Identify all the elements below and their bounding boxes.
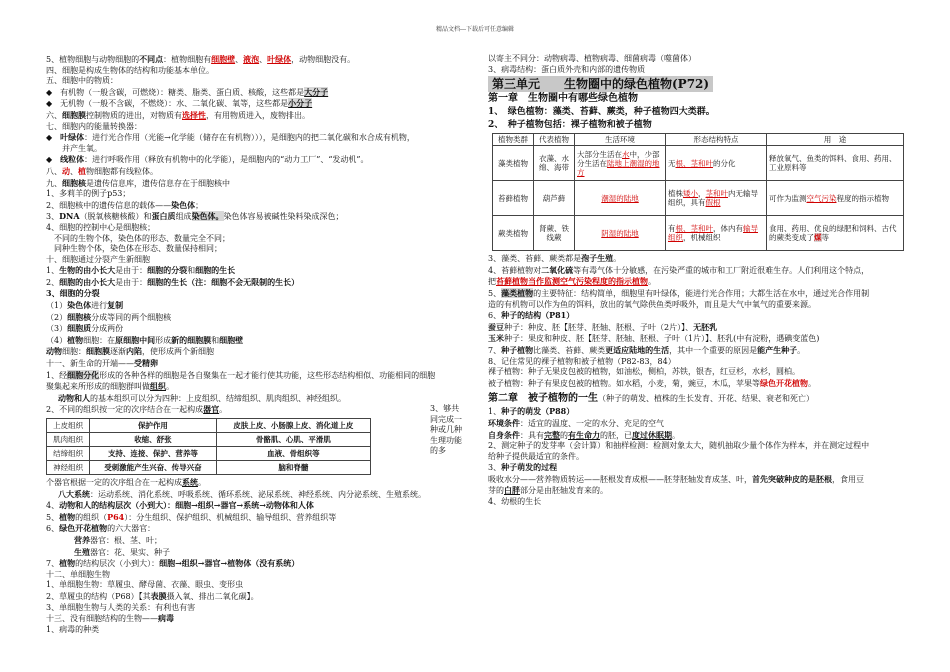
table-cell: 食用、药用、优良的绿肥和饲料、古代的蕨类变成了煤等 bbox=[767, 216, 904, 251]
text-line: 1、多莉羊的例子p53； bbox=[46, 189, 131, 199]
text-line: 不同的生物个体，染色体的形态、数量完全不同； bbox=[54, 233, 230, 243]
table-row: 藻类植物 衣藻、水绵、海带 大部分生活在水中，少部分生活在陆地上潮湿的地方 无根、茎和叶的分化 释放氧气、鱼类的饵料、食用、药用、工业原料等 bbox=[493, 146, 904, 181]
table-cell: 大部分生活在水中，少部分生活在陆地上潮湿的地方 bbox=[575, 146, 666, 181]
table-cell: 可作为监测空气污染程度的指示植物 bbox=[767, 181, 904, 216]
text-line: 聚集起来所形成的细胞群叫做组织。 bbox=[46, 381, 174, 392]
text-line: 3、DNA（脱氧核糖核酸）和蛋白质组成染色体。染色体容易被碱性染料染成深色； bbox=[46, 211, 344, 222]
text-line: 3、藻类、苔藓、蕨类都是孢子生殖。 bbox=[488, 253, 622, 264]
text-line: 5、藻类植物的主要特征：结构简单，细胞里有叶绿体，能进行光合作用；大都生活在水中，通过光合作用制 bbox=[488, 287, 870, 298]
text-line: 被子植物：种子有果皮包被的植物。如水稻，小麦，菊，豌豆，木瓜，苹果等绿色开花植物。 bbox=[488, 377, 816, 388]
text-line: 2、细胞的由小长大是由于：细胞的生长（注：细胞不会无限制的生长） bbox=[46, 276, 300, 287]
text-line: 九、细胞核是遗传信息库，遗传信息存在于细胞核中 bbox=[46, 177, 230, 188]
table-cell: 无根、茎和叶的分化 bbox=[666, 146, 767, 181]
table-header-row: 植物类群 代表植物 生活环境 形态结构特点 用 途 bbox=[493, 134, 904, 146]
plant-groups-table bbox=[492, 133, 904, 251]
text-line: （1）染色体进行复制 bbox=[46, 300, 124, 311]
text-line: 五、细胞中的物质： bbox=[46, 76, 118, 86]
text-line: 动物和人的基本组织可以分为四种：上皮组织、结缔组织、肌肉组织、神经组织。 bbox=[58, 392, 346, 403]
text-line: 芽的白胖部分是由胚轴发育来的。 bbox=[488, 485, 608, 496]
text-line: 6、种子的结构（P81） bbox=[488, 310, 575, 321]
text-line: 6、绿色开花植物的六大器官： bbox=[46, 523, 156, 534]
text-line: 7、种子植物比藻类、苔藓、蕨类更适应陆地的生活，其中一个重要的原因是能产生种子。 bbox=[488, 344, 806, 355]
text-line: 3、单细胞生物与人类的关系：有利也有害 bbox=[46, 602, 196, 612]
table-row: 肌肉组织 收缩、舒张 骨骼肌、心肌、平滑肌 bbox=[47, 433, 371, 447]
text-line: 3、细胞的分裂 bbox=[46, 288, 100, 299]
unit-title: 第三单元 生物圈中的绿色植物(P72) bbox=[488, 76, 713, 92]
chapter-title: 第二章 被子植物的一生（种子的萌发、植株的生长发育、开花、结果、衰老和死亡） bbox=[488, 393, 814, 405]
text-line: 生殖器官：花、果实、种子 bbox=[74, 546, 170, 557]
text-line: 2、测定种子的发芽率（会计算）和抽样检测：检测对象太大，随机抽取少量个体作为样本，并在测定过程中 bbox=[488, 441, 870, 451]
text-line: ◆ 叶绿体：进行光合作用（光能→化学能（储存在有机物））），是细胞内的把二氧化碳和水合成有机物， bbox=[46, 132, 415, 143]
section-heading: 2、 种子植物包括：裸子植物和被子植物 bbox=[488, 120, 652, 131]
text-line: ◆ 线粒体：进行呼吸作用（释放有机物中的化学能），是细胞内的“动力工厂”、“发动机”。 bbox=[46, 154, 369, 165]
left-column bbox=[46, 54, 466, 635]
text-line: 蚕豆种子：种皮、胚【胚芽、胚轴、胚根、子叶（2片）】、无胚乳 bbox=[488, 321, 718, 332]
text-line: 8、记住常见的裸子植物和被子植物（P82-83，84） bbox=[488, 356, 676, 366]
table-row: 神经组织 受刺激能产生兴奋、传导兴奋 脑和脊髓 bbox=[47, 461, 371, 475]
text-line: （4）植物细胞：在原细胞中间形成新的细胞膜和细胞壁 bbox=[46, 334, 244, 345]
right-column bbox=[488, 54, 903, 508]
text-line: 十二、单细胞生物 bbox=[46, 569, 110, 579]
text-line: 5、植物的组织（P64）：分生组织、保护组织、机械组织、输导组织、营养组织等 bbox=[46, 511, 337, 522]
text-line: 以寄主不同分：动物病毒、植物病毒、细菌病毒（噬菌体） bbox=[488, 54, 696, 63]
text-line: 裸子植物：种子无果皮包被的植物，如油松，侧柏，苏铁，银杏，红豆杉，水杉，圆柏。 bbox=[488, 367, 800, 377]
text-line: 4、苔藓植物对二氧化硫等有毒气体十分敏感，在污染严重的城市和工厂附近很难生存。人们利用这个特点， bbox=[488, 264, 870, 275]
text-line: 7、植物的结构层次（小到大）：细胞→组织→器官→植物体（没有系统） bbox=[46, 558, 300, 569]
text-line: 八大系统：运动系统、消化系统、呼吸系统、循环系统、泌尿系统、神经系统、内分泌系统、生殖系统。 bbox=[58, 488, 426, 499]
text-line: 自身条件：具有完整的有生命力的胚，已度过休眠期。 bbox=[488, 429, 680, 440]
side-note: 3、够共同完成一种或几种生理功能的多 bbox=[430, 404, 462, 455]
text-line: 2、细胞核中的遗传信息的载体——染色体； bbox=[46, 199, 204, 210]
text-line: ◆ 有机物（一般含碳，可燃烧）：糖类、脂类、蛋白质、核酸，这些都是大分子 bbox=[46, 86, 329, 97]
table-cell: 潮湿的陆地 bbox=[575, 181, 666, 216]
text-line: 造的有机物可以作为鱼的饵料，放出的氧气除供鱼类呼吸外，而且是大气中氧气的重要来源。 bbox=[488, 299, 816, 309]
text-line: 3、病毒结构：蛋白质外壳和内部的遗传物质 bbox=[488, 64, 646, 74]
text-line: ◆ 无机物（一般不含碳，不燃烧）：水、二氧化碳、氧等，这些都是小分子 bbox=[46, 98, 313, 109]
text-line: 六、细胞膜控制物质的进出，对物质有选择性，有用物质进入，废物排出。 bbox=[46, 109, 310, 120]
text-line: 八、动、植物细胞都有线粒体。 bbox=[46, 165, 158, 176]
text-line: 5、植物细胞与动物细胞的不同点：植物细胞有细胞壁、液泡、叶绿体，动物细胞没有。 bbox=[46, 54, 356, 64]
text-line: 同种生物个体，染色体在形态、数量保持相同； bbox=[54, 244, 222, 254]
text-line: 2、不同的组织按一定的次序结合在一起构成器官。 bbox=[46, 404, 228, 415]
text-line: 十三、没有细胞结构的生物——病毒 bbox=[46, 613, 174, 624]
text-line: 1、单细胞生物：草履虫、酵母菌、衣藻、眼虫、变形虫 bbox=[46, 580, 244, 590]
text-line: 四、细胞是构成生物体的结构和功能基本单位。 bbox=[46, 65, 214, 75]
text-line: 1、种子的萌发（P88） bbox=[488, 406, 575, 417]
text-line: 吸收水分——营养物质转运——胚根发育成根——胚芽胚轴发育成茎、叶，首先突破种皮的是胚根，食用豆 bbox=[488, 473, 864, 484]
text-line: 十、细胞通过分裂产生新细胞 bbox=[46, 254, 150, 264]
text-line: （3）细胞质分成两份 bbox=[46, 323, 124, 334]
text-line: 个器官根据一定的次序组合在一起构成系统。 bbox=[46, 477, 206, 487]
text-line: 1、经细胞分化形成的各种各样的细胞是各自聚集在一起才能行使其功能，这些形态结构相似、功能相同的细胞 bbox=[46, 369, 436, 380]
table-cell: 有根、茎和叶，体内有输导组织，机械组织 bbox=[666, 216, 767, 251]
text-line: 2、草履虫的结构（P68）【其表膜摄入氧、排出二氧化碳】。 bbox=[46, 590, 259, 601]
text-line: （2）细胞核分成等同的两个细胞核 bbox=[46, 311, 172, 322]
text-line: 并产生氧。 bbox=[62, 143, 102, 153]
table-row: 蕨类植物 肾蕨、铁线蕨 阴湿的陆地 有根、茎和叶，体内有输导组织，机械组织 食用、药用、优良的绿肥和饲料、古代的蕨类变成了煤等 bbox=[493, 216, 904, 251]
table-row: 苔藓植物 葫芦藓 潮湿的陆地 植株矮小，茎和叶内无输导组织，具有假根 可作为监测空气污染程度的指示植物 bbox=[493, 181, 904, 216]
text-line: 环境条件：适宜的温度、一定的水分、充足的空气 bbox=[488, 417, 664, 428]
text-line: 4、幼根的生长 bbox=[488, 497, 542, 507]
table-cell: 植株矮小，茎和叶内无输导组织，具有假根 bbox=[666, 181, 767, 216]
text-line: 十一、新生命的开端——受精卵 bbox=[46, 358, 158, 369]
text-line: 1、病毒的种类 bbox=[46, 624, 100, 634]
text-line: 4、动物和人的结构层次（小到大）：细胞→组织→器官→系统→动物体和人体 bbox=[46, 500, 314, 511]
text-line: 七、细胞内的能量转换器： bbox=[46, 121, 142, 131]
tissue-table bbox=[46, 418, 371, 475]
text-line: 1、生物的由小长大是由于：细胞的分裂和细胞的生长 bbox=[46, 265, 236, 276]
section-heading: 1、 绿色植物：藻类、苔藓、蕨类，种子植物四大类群。 bbox=[488, 107, 715, 118]
text-line: 动物细胞：细胞膜逐渐内陷，使形成两个新细胞 bbox=[46, 346, 214, 357]
table-cell: 阴湿的陆地 bbox=[575, 216, 666, 251]
chapter-title: 第一章 生物圈中有哪些绿色植物 bbox=[488, 93, 638, 105]
text-line: 玉米种子：果皮和种皮、胚【胚芽、胚轴、胚根、子叶（1片）】、胚乳(中有淀粉，遇碘变蓝色) bbox=[488, 333, 820, 344]
text-line: 4、细胞的控制中心是细胞核； bbox=[46, 222, 156, 232]
table-row: 结缔组织 支持、连接、保护、营养等 血液、骨组织等 bbox=[47, 447, 371, 461]
text-line: 营养器官：根、茎、叶； bbox=[74, 534, 162, 545]
text-line: 给种子提供最适宜的条件。 bbox=[488, 451, 584, 461]
table-row: 上皮组织 保护作用 皮肤上皮、小肠腺上皮、消化道上皮 bbox=[47, 419, 371, 433]
page-header: 精品文档---下载后可任意编辑 bbox=[435, 26, 515, 33]
text-line: 把苔藓植物当作监测空气污染程度的指示植物。 bbox=[488, 276, 656, 287]
text-line: 3、种子萌发的过程 bbox=[488, 462, 558, 473]
